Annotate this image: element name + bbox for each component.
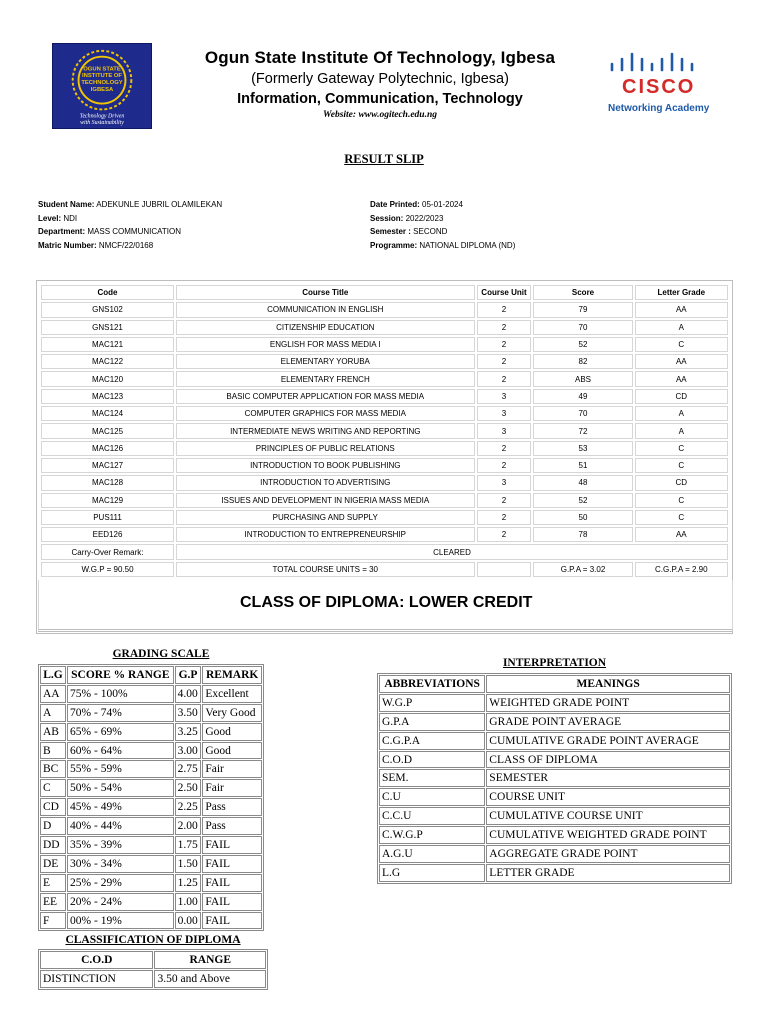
classification-title: CLASSIFICATION OF DIPLOMA [65, 934, 241, 946]
interpretation-row [379, 713, 730, 731]
interpretation-table [377, 673, 732, 884]
course-score: 53 [533, 441, 632, 456]
grade-remark: FAIL [202, 912, 262, 930]
interp-col-meaning: MEANINGS [486, 675, 730, 693]
course-code: MAC124 [41, 406, 174, 421]
col-course-unit: Course Unit [477, 285, 532, 300]
course-title: PRINCIPLES OF PUBLIC RELATIONS [176, 441, 475, 456]
abbreviation: C.G.P.A [379, 732, 485, 750]
department-row: Department: MASS COMMUNICATION [38, 227, 181, 236]
grade-point: 1.00 [175, 893, 202, 911]
total-units: TOTAL COURSE UNITS = 30 [176, 562, 475, 577]
interpretation-row [379, 751, 730, 769]
course-score: 48 [533, 475, 632, 490]
session-row: Session: 2022/2023 [370, 213, 444, 223]
course-code: MAC121 [41, 337, 174, 352]
course-title: ELEMENTARY FRENCH [176, 371, 475, 386]
course-code: MAC125 [41, 423, 174, 438]
programme-value: NATIONAL DIPLOMA (ND) [419, 240, 516, 250]
grading-col-remark: REMARK [202, 666, 262, 684]
classification-col-cod: C.O.D [40, 951, 153, 969]
grading-row [40, 742, 262, 760]
svg-text:OGUN STATE: OGUN STATE [83, 66, 121, 73]
result-row [41, 354, 728, 369]
grade-letter: A [40, 704, 66, 722]
svg-text:TECHNOLOGY: TECHNOLOGY [81, 80, 123, 87]
course-unit: 3 [477, 475, 532, 490]
classification-table [38, 949, 268, 990]
svg-text:Technology Driven: Technology Driven [79, 113, 125, 120]
letter-grade: A [635, 423, 728, 438]
meaning: SEMESTER [486, 769, 730, 787]
abbreviation: G.P.A [379, 713, 485, 731]
matric-row: Matric Number: NMCF/22/0168 [38, 240, 154, 250]
grading-row [40, 704, 262, 722]
grade-range: 70% - 74% [67, 704, 174, 722]
course-code: MAC120 [41, 371, 174, 386]
grade-letter: B [40, 742, 66, 760]
cisco-subtitle: Networking Academy [608, 103, 710, 114]
letter-grade: A [635, 406, 728, 421]
letter-grade: A [635, 320, 728, 335]
abbreviation: C.C.U [379, 807, 485, 825]
course-unit: 3 [477, 406, 532, 421]
student-info-left [38, 198, 222, 252]
letter-grade: CD [635, 475, 728, 490]
level-value: NDI [63, 213, 78, 223]
letter-grade: C [635, 337, 728, 352]
course-title: INTRODUCTION TO BOOK PUBLISHING [176, 458, 475, 473]
summary-blank [477, 562, 532, 577]
course-code: GNS102 [41, 302, 174, 317]
col-course-title: Course Title [176, 285, 475, 300]
classification-range: 3.50 and Above [154, 970, 266, 988]
interpretation-row [379, 845, 730, 863]
grade-range: 50% - 54% [67, 779, 174, 797]
interpretation-row [379, 864, 730, 882]
abbreviation: C.W.G.P [379, 826, 485, 844]
course-code: PUS111 [41, 510, 174, 525]
result-row [41, 458, 728, 473]
meaning: AGGREGATE GRADE POINT [486, 845, 730, 863]
course-unit: 2 [477, 354, 532, 369]
abbreviation: C.O.D [379, 751, 485, 769]
grading-row [40, 779, 262, 797]
former-name: (Formerly Gateway Polytechnic, Igbesa) [251, 71, 509, 87]
grade-letter: DD [40, 836, 66, 854]
course-code: MAC126 [41, 441, 174, 456]
grade-point: 3.00 [175, 742, 202, 760]
abbreviation: C.U [379, 788, 485, 806]
grading-row [40, 760, 262, 778]
course-unit: 2 [477, 337, 532, 352]
course-unit: 2 [477, 302, 532, 317]
date-printed: 05-01-2024 [422, 200, 463, 209]
grade-range: 45% - 49% [67, 798, 174, 816]
course-code: MAC128 [41, 475, 174, 490]
grade-remark: FAIL [202, 874, 262, 892]
grading-col-gp: G.P [175, 666, 202, 684]
carry-over-remark: CLEARED [176, 544, 728, 559]
result-row [41, 337, 728, 352]
letter-grade: C [635, 441, 728, 456]
interpretation-row [379, 769, 730, 787]
grade-range: 65% - 69% [67, 723, 174, 741]
institution-name: Ogun State Institute Of Technology, Igbesa [204, 48, 556, 67]
svg-text:IGBESA: IGBESA [90, 86, 114, 93]
course-title: COMPUTER GRAPHICS FOR MASS MEDIA [176, 406, 475, 421]
interpretation-title: INTERPRETATION [502, 657, 607, 669]
course-unit: 3 [477, 423, 532, 438]
grade-range: 30% - 34% [67, 855, 174, 873]
result-row [41, 527, 728, 542]
course-code: EED126 [41, 527, 174, 542]
classification-row [40, 970, 266, 988]
course-title: INTRODUCTION TO ADVERTISING [176, 475, 475, 490]
class-of-diploma: CLASS OF DIPLOMA: LOWER CREDIT [240, 594, 533, 611]
grade-remark: Good [202, 723, 262, 741]
grade-letter: EE [40, 893, 66, 911]
grade-remark: Very Good [202, 704, 262, 722]
grade-letter: CD [40, 798, 66, 816]
grade-range: 20% - 24% [67, 893, 174, 911]
course-title: BASIC COMPUTER APPLICATION FOR MASS MEDIA [176, 389, 475, 404]
course-title: INTRODUCTION TO ENTREPRENEURSHIP [176, 527, 475, 542]
course-title: ISSUES AND DEVELOPMENT IN NIGERIA MASS MEDIA [176, 493, 475, 508]
classification-col-range: RANGE [154, 951, 266, 969]
result-row [41, 320, 728, 335]
result-row [41, 302, 728, 317]
website: Website: www.ogitech.edu.ng [323, 110, 437, 120]
grade-point: 3.50 [175, 704, 202, 722]
letter-grade: AA [635, 354, 728, 369]
grading-row [40, 855, 262, 873]
svg-text:with Sustainability: with Sustainability [80, 120, 124, 127]
course-score: 78 [533, 527, 632, 542]
interpretation-row [379, 788, 730, 806]
letter-grade: AA [635, 527, 728, 542]
interpretation-row [379, 732, 730, 750]
matric-value: NMCF/22/0168 [98, 240, 154, 250]
programme-row: Programme: NATIONAL DIPLOMA (ND) [370, 240, 516, 250]
abbreviation: A.G.U [379, 845, 485, 863]
grade-remark: FAIL [202, 836, 262, 854]
result-row [41, 406, 728, 421]
cisco-logo [602, 50, 722, 120]
classification-name: DISTINCTION [40, 970, 153, 988]
grade-range: 75% - 100% [67, 685, 174, 703]
course-score: ABS [533, 371, 632, 386]
date-row: Date Printed: 05-01-2024 [370, 200, 463, 209]
interpretation-row [379, 694, 730, 712]
classification-header-row [40, 951, 266, 969]
result-row [41, 441, 728, 456]
interpretation-row [379, 826, 730, 844]
carry-over-row [41, 544, 728, 559]
course-code: MAC122 [41, 354, 174, 369]
course-score: 52 [533, 493, 632, 508]
results-table [39, 283, 730, 579]
student-info-right [370, 198, 515, 252]
course-code: MAC129 [41, 493, 174, 508]
grading-row [40, 817, 262, 835]
cgpa-value: C.G.P.A = 2.90 [635, 562, 728, 577]
course-title: INTERMEDIATE NEWS WRITING AND REPORTING [176, 423, 475, 438]
grade-remark: Pass [202, 798, 262, 816]
course-score: 50 [533, 510, 632, 525]
course-code: MAC123 [41, 389, 174, 404]
meaning: CUMULATIVE COURSE UNIT [486, 807, 730, 825]
interp-col-abbr: ABBREVIATIONS [379, 675, 485, 693]
meaning: CUMULATIVE WEIGHTED GRADE POINT [486, 826, 730, 844]
grading-row [40, 723, 262, 741]
course-score: 70 [533, 406, 632, 421]
course-unit: 2 [477, 527, 532, 542]
grade-letter: AA [40, 685, 66, 703]
grade-remark: FAIL [202, 893, 262, 911]
result-row [41, 510, 728, 525]
carry-over-label: Carry-Over Remark: [41, 544, 174, 559]
semester-row: Semester : SECOND [370, 227, 448, 236]
result-row [41, 423, 728, 438]
course-unit: 2 [477, 320, 532, 335]
department-heading: Information, Communication, Technology [237, 91, 523, 107]
letter-grade: C [635, 510, 728, 525]
grade-remark: Excellent [202, 685, 262, 703]
grade-point: 1.75 [175, 836, 202, 854]
course-unit: 3 [477, 389, 532, 404]
results-header-row [41, 285, 728, 300]
student-name-row: Student Name: ADEKUNLE JUBRIL OLAMILEKAN [38, 200, 223, 209]
course-unit: 2 [477, 371, 532, 386]
result-row [41, 371, 728, 386]
grade-point: 1.50 [175, 855, 202, 873]
col-letter-grade: Letter Grade [635, 285, 728, 300]
grade-point: 2.50 [175, 779, 202, 797]
grade-range: 55% - 59% [67, 760, 174, 778]
gpa-value: G.P.A = 3.02 [533, 562, 632, 577]
meaning: GRADE POINT AVERAGE [486, 713, 730, 731]
grade-remark: Pass [202, 817, 262, 835]
wgp-value: W.G.P = 90.50 [41, 562, 174, 577]
meaning: COURSE UNIT [486, 788, 730, 806]
letter-grade: C [635, 458, 728, 473]
course-score: 49 [533, 389, 632, 404]
grade-remark: Fair [202, 760, 262, 778]
course-title: PURCHASING AND SUPPLY [176, 510, 475, 525]
course-unit: 2 [477, 441, 532, 456]
grade-letter: F [40, 912, 66, 930]
course-unit: 2 [477, 510, 532, 525]
course-score: 70 [533, 320, 632, 335]
grade-letter: D [40, 817, 66, 835]
grade-letter: AB [40, 723, 66, 741]
course-score: 51 [533, 458, 632, 473]
meaning: WEIGHTED GRADE POINT [486, 694, 730, 712]
col-code: Code [41, 285, 174, 300]
letter-grade: AA [635, 302, 728, 317]
svg-text:INSTITUTE OF: INSTITUTE OF [81, 73, 123, 80]
grading-row [40, 685, 262, 703]
course-score: 52 [533, 337, 632, 352]
meaning: CUMULATIVE GRADE POINT AVERAGE [486, 732, 730, 750]
course-code: GNS121 [41, 320, 174, 335]
letter-grade: CD [635, 389, 728, 404]
grade-point: 2.00 [175, 817, 202, 835]
grade-point: 2.25 [175, 798, 202, 816]
grading-row [40, 836, 262, 854]
grading-row [40, 893, 262, 911]
grading-scale-table [38, 664, 264, 931]
course-title: COMMUNICATION IN ENGLISH [176, 302, 475, 317]
grading-row [40, 874, 262, 892]
grade-remark: FAIL [202, 855, 262, 873]
grade-range: 25% - 29% [67, 874, 174, 892]
course-code: MAC127 [41, 458, 174, 473]
grading-scale-title: GRADING SCALE [112, 648, 210, 660]
meaning: LETTER GRADE [486, 864, 730, 882]
cisco-wordmark: CISCO [622, 76, 696, 98]
result-row [41, 389, 728, 404]
course-score: 82 [533, 354, 632, 369]
grading-col-lg: L.G [40, 666, 66, 684]
letter-grade: AA [635, 371, 728, 386]
grading-row [40, 798, 262, 816]
grade-letter: DE [40, 855, 66, 873]
grade-point: 0.00 [175, 912, 202, 930]
grade-range: 00% - 19% [67, 912, 174, 930]
meaning: CLASS OF DIPLOMA [486, 751, 730, 769]
grade-point: 1.25 [175, 874, 202, 892]
grade-range: 35% - 39% [67, 836, 174, 854]
grade-range: 60% - 64% [67, 742, 174, 760]
grade-remark: Fair [202, 779, 262, 797]
course-title: ELEMENTARY YORUBA [176, 354, 475, 369]
interpretation-header-row [379, 675, 730, 693]
abbreviation: SEM. [379, 769, 485, 787]
col-score: Score [533, 285, 632, 300]
department-value: MASS COMMUNICATION [87, 227, 181, 236]
course-unit: 2 [477, 493, 532, 508]
result-row [41, 475, 728, 490]
student-name: ADEKUNLE JUBRIL OLAMILEKAN [96, 200, 223, 209]
session-value: 2022/2023 [405, 213, 444, 223]
page-title: RESULT SLIP [344, 152, 424, 166]
grading-col-range: SCORE % RANGE [67, 666, 174, 684]
course-title: ENGLISH FOR MASS MEDIA I [176, 337, 475, 352]
abbreviation: W.G.P [379, 694, 485, 712]
grade-range: 40% - 44% [67, 817, 174, 835]
institution-logo [52, 43, 152, 129]
grade-letter: BC [40, 760, 66, 778]
interpretation-row [379, 807, 730, 825]
letter-grade: C [635, 493, 728, 508]
course-unit: 2 [477, 458, 532, 473]
course-title: CITIZENSHIP EDUCATION [176, 320, 475, 335]
summary-row [41, 562, 728, 577]
grade-point: 3.25 [175, 723, 202, 741]
grade-point: 2.75 [175, 760, 202, 778]
grade-point: 4.00 [175, 685, 202, 703]
grade-letter: C [40, 779, 66, 797]
course-score: 79 [533, 302, 632, 317]
grading-header-row [40, 666, 262, 684]
semester-value: SECOND [413, 227, 448, 236]
level-row: Level: NDI [38, 213, 78, 223]
grade-letter: E [40, 874, 66, 892]
result-row [41, 493, 728, 508]
grading-row [40, 912, 262, 930]
abbreviation: L.G [379, 864, 485, 882]
grade-remark: Good [202, 742, 262, 760]
course-score: 72 [533, 423, 632, 438]
